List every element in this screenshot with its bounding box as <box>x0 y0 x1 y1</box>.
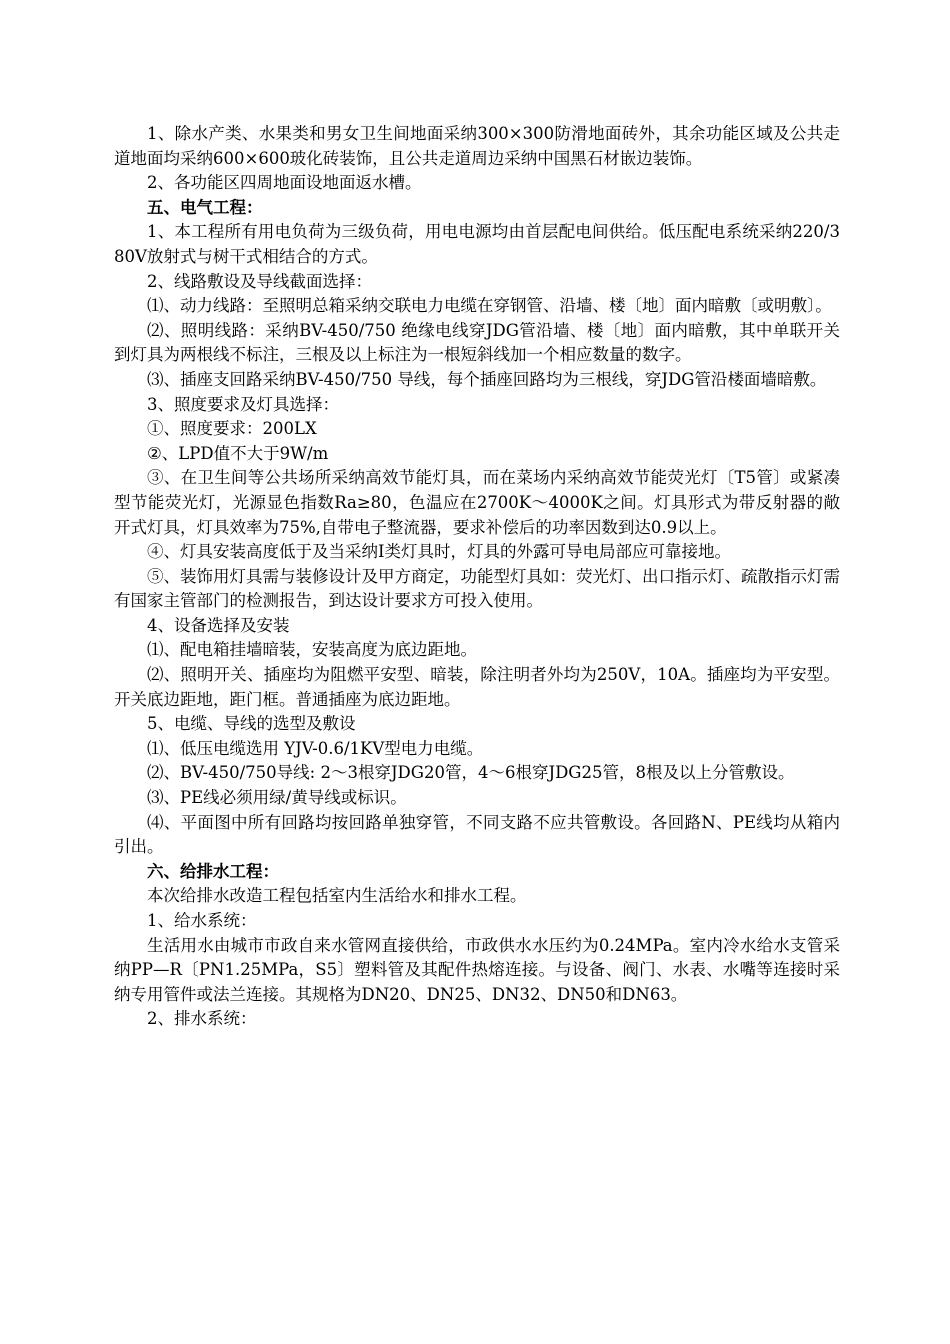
paragraph-water-supply-title: 1、给水系统： <box>147 911 257 930</box>
paragraph-drain-groove: 2、各功能区四周地面设地面返水槽。 <box>147 173 422 193</box>
section-heading-plumbing: 六、给排水工程： <box>147 861 279 881</box>
document-body <box>114 122 840 1032</box>
paragraph-water-supply: 生活用水由城市市政自来水管网直接供给，市政供水水压约为0.24MPa。室内冷水给水支管采纳PP—R〔PN1.25MPa，S5〕塑料管及其配件热熔连接。与设备、阀门、水表、水嘴等连接时采纳专用管件或法兰连接。其规格为DN20、DN25、DN32、DN50和DN63。 <box>114 935 840 1004</box>
paragraph-illuminance: ①、照度要求：200LX <box>147 419 317 439</box>
paragraph-switches-sockets: ⑵、照明开关、插座均为阻燃平安型、暗装，除注明者外均为250V，10A。插座均为平安型。开关底边距地，距门框。普通插座为底边距地。 <box>114 665 840 709</box>
paragraph-illuminance-title: 3、照度要求及灯具选择： <box>147 394 339 414</box>
paragraph-plumbing-scope: 本次给排水改造工程包括室内生活给水和排水工程。 <box>147 886 527 906</box>
paragraph-lpd: ②、LPD值不大于9W/m <box>147 443 329 463</box>
paragraph-low-voltage-cable: ⑴、低压电缆选用 YJV-0.6/1KV型电力电缆。 <box>147 738 484 758</box>
paragraph-power-line: ⑴、动力线路：至照明总箱采纳交联电力电缆在穿钢管、沿墙、楼〔地〕面内暗敷〔或明敷〕。 <box>147 296 832 316</box>
paragraph-conduit: ⑵、BV-450/750导线: 2～3根穿JDG20管，4～6根穿JDG25管，8根及以上分管敷设。 <box>147 763 795 783</box>
paragraph-equipment-title: 4、设备选择及安装 <box>147 615 290 635</box>
paragraph-floor-tiles: 1、除水产类、水果类和男女卫生间地面采纳300×300防滑地面砖外，其余功能区域及公共走道地面均采纳600×600玻化砖装饰，且公共走道周边采纳中国黑石材嵌边装饰。 <box>114 124 840 168</box>
paragraph-wiring-title: 2、线路敷设及导线截面选择： <box>147 271 372 291</box>
paragraph-decorative-lamps: ⑤、装饰用灯具需与装修设计及甲方商定，功能型灯具如：荧光灯、出口指示灯、疏散指示灯需有国家主管部门的检测报告，到达设计要求方可投入使用。 <box>114 566 840 611</box>
paragraph-drainage-title: 2、排水系统： <box>147 1009 257 1029</box>
paragraph-power-load: 1、本工程所有用电负荷为三级负荷，用电电源均由首层配电间供给。低压配电系统采纳220/380V放射式与树干式相结合的方式。 <box>114 222 840 266</box>
paragraph-separate-conduit: ⑷、平面图中所有回路均按回路单独穿管，不同支路不应共管敷设。各回路N、PE线均从箱内引出。 <box>114 812 840 857</box>
paragraph-pe-line: ⑶、PE线必须用绿/黄导线或标识。 <box>147 788 407 808</box>
paragraph-lighting-line: ⑵、照明线路：采纳BV-450/750 绝缘电线穿JDG管沿墙、楼〔地〕面内暗敷，其中单联开关到灯具为两根线不标注，三根及以上标注为一根短斜线加一个相应数量的数字。 <box>114 320 840 365</box>
paragraph-lamps: ③、在卫生间等公共场所采纳高效节能灯具，而在菜场内采纳高效节能荧光灯〔T5管〕或紧凑型节能荧光灯，光源显色指数Ra≥80，色温应在2700K～4000K之间。灯具形式为带反射器的敞开式灯具，灯具效率为75%,自带电子整流器，要求补偿后的功率因数到达0.9以上。 <box>114 468 840 537</box>
paragraph-grounding: ④、灯具安装高度低于及当采纳Ⅰ类灯具时，灯具的外露可导电局部应可靠接地。 <box>147 542 732 562</box>
paragraph-cable-title: 5、电缆、导线的选型及敷设 <box>147 714 356 734</box>
section-heading-electrical: 五、电气工程： <box>147 197 263 217</box>
paragraph-distribution-box: ⑴、配电箱挂墙暗装，安装高度为底边距地。 <box>147 640 477 660</box>
paragraph-socket-circuit: ⑶、插座支回路采纳BV-450/750 导线，每个插座回路均为三根线，穿JDG管沿楼面墙暗敷。 <box>147 369 827 389</box>
